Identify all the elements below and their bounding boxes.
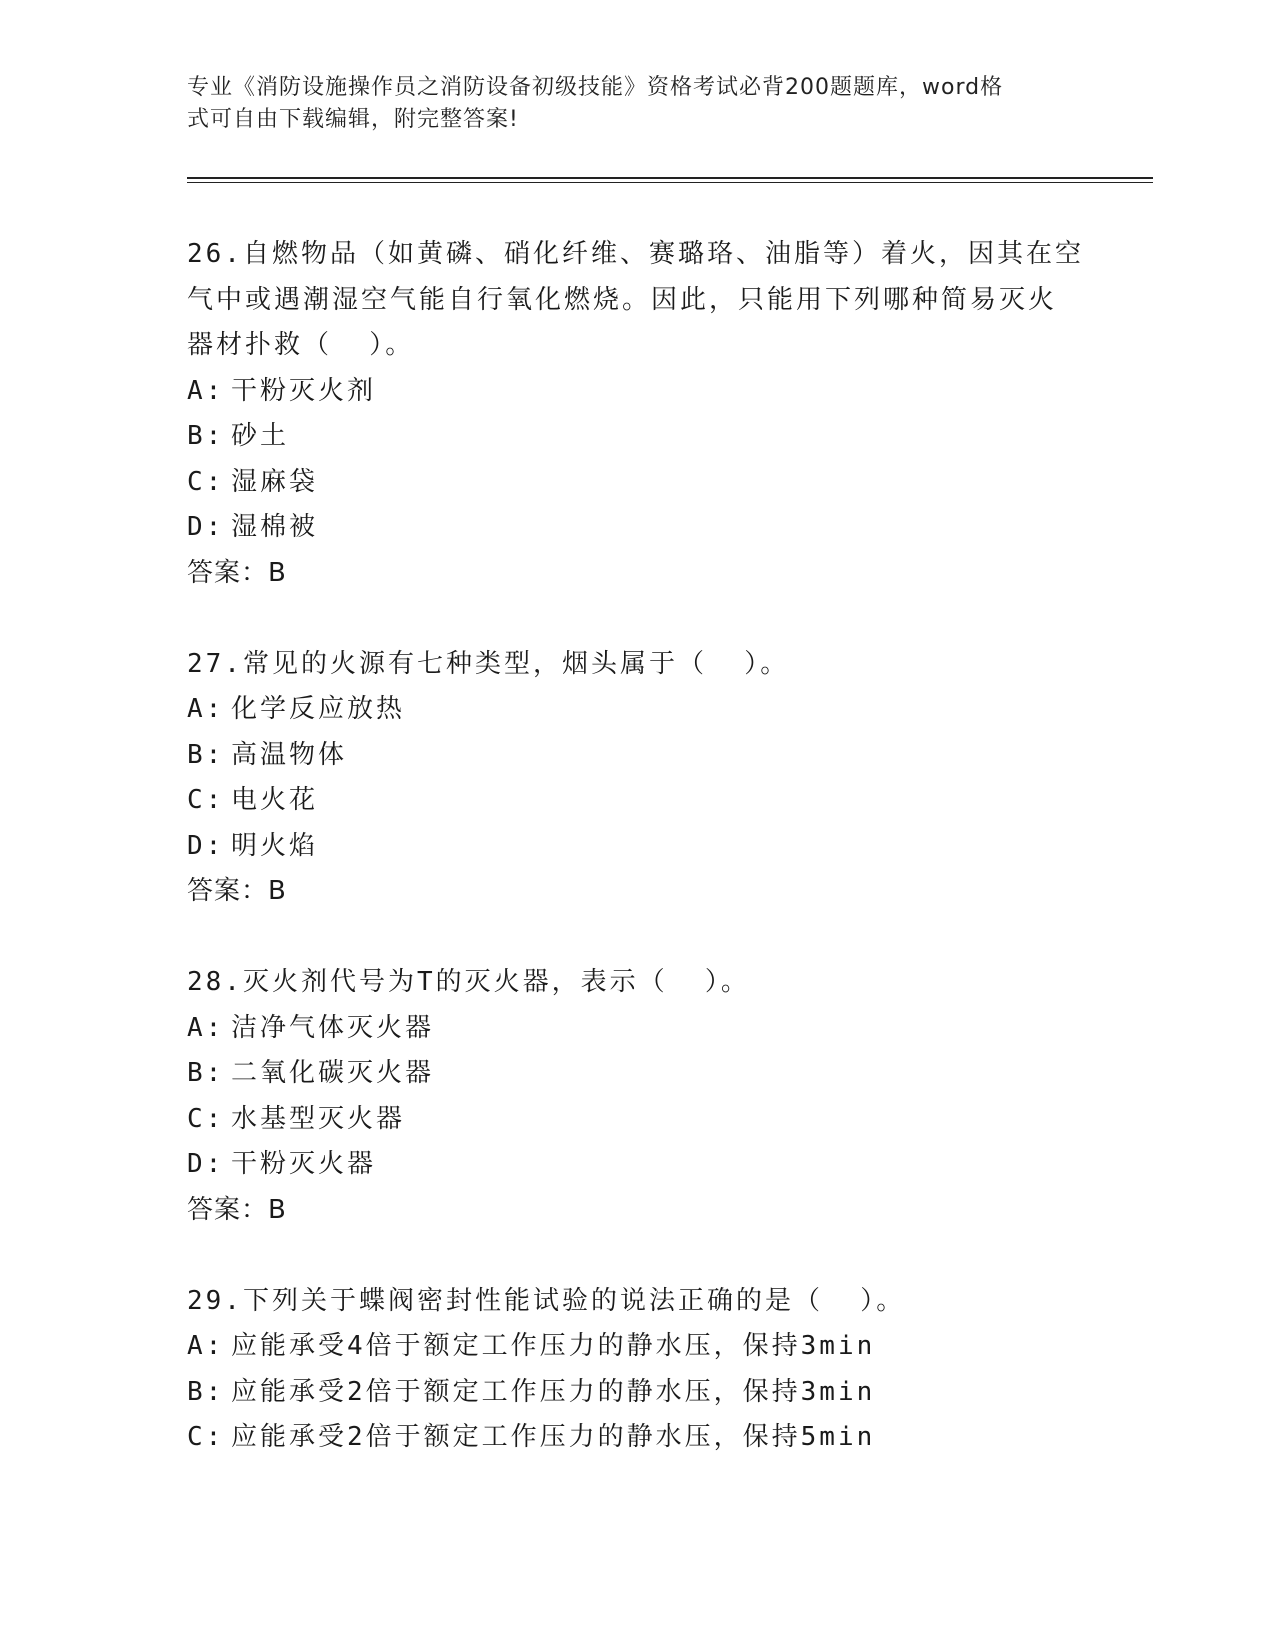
- option-text: 湿棉被: [231, 512, 319, 542]
- option-text: 水基型灭火器: [231, 1103, 406, 1134]
- option-d: [187, 824, 1087, 870]
- question-stem-line: 29.下列关于蝶阀密封性能试验的说法正确的是（ ）。: [187, 1285, 906, 1316]
- question-spacer: [187, 915, 1087, 961]
- answer-line: 答案：B: [187, 557, 287, 588]
- option-key: B:: [187, 421, 225, 451]
- option-text: 应能承受2倍于额定工作压力的静水压，保持3min: [231, 1376, 876, 1407]
- option-b: [187, 414, 1087, 460]
- header-line-1: 专业《消防设施操作员之消防设备初级技能》资格考试必背200题题库，word格: [187, 75, 1004, 100]
- option-key: A:: [187, 1331, 225, 1361]
- question-29: [187, 1279, 1087, 1461]
- option-text: 干粉灭火器: [231, 1149, 377, 1179]
- question-stem-line: 器材扑救（ ）。: [187, 330, 415, 360]
- option-key: D:: [187, 512, 225, 542]
- option-c: [187, 778, 1087, 824]
- header-line-2: 式可自由下载编辑，附完整答案!: [187, 107, 519, 132]
- question-stem-line: 28.灭火剂代号为T的灭火器，表示（ ）。: [187, 967, 750, 997]
- option-text: 干粉灭火剂: [231, 375, 377, 406]
- option-d: [187, 505, 1087, 551]
- option-c: [187, 1415, 1087, 1461]
- document-header: [187, 72, 1067, 136]
- option-key: C:: [187, 785, 225, 815]
- question-27: [187, 642, 1087, 915]
- option-key: C:: [187, 1422, 225, 1452]
- option-text: 明火焰: [231, 830, 319, 861]
- question-26: [187, 232, 1087, 596]
- header-divider-thin: [187, 182, 1153, 183]
- answer-line: 答案：B: [187, 876, 287, 906]
- option-key: D:: [187, 1149, 225, 1179]
- option-a: [187, 1006, 1087, 1052]
- question-spacer: [187, 1233, 1087, 1279]
- option-b: [187, 1370, 1087, 1416]
- answer-line: 答案：B: [187, 1194, 287, 1225]
- option-key: A:: [187, 375, 225, 406]
- option-key: B:: [187, 739, 225, 770]
- question-stem-line: 26.自燃物品（如黄磷、硝化纤维、赛璐珞、油脂等）着火，因其在空: [187, 239, 1084, 269]
- option-text: 洁净气体灭火器: [231, 1012, 435, 1043]
- option-text: 应能承受4倍于额定工作压力的静水压，保持3min: [231, 1331, 876, 1361]
- option-text: 应能承受2倍于额定工作压力的静水压，保持5min: [231, 1422, 876, 1452]
- option-key: A:: [187, 1012, 225, 1043]
- option-key: D:: [187, 830, 225, 861]
- option-a: [187, 687, 1087, 733]
- question-spacer: [187, 596, 1087, 642]
- question-list: [187, 232, 1087, 1461]
- option-text: 湿麻袋: [231, 466, 319, 497]
- option-key: A:: [187, 694, 225, 724]
- option-text: 砂土: [231, 421, 290, 451]
- option-key: C:: [187, 466, 225, 497]
- option-d: [187, 1142, 1087, 1188]
- question-stem-line: 27.常见的火源有七种类型，烟头属于（ ）。: [187, 648, 790, 679]
- option-c: [187, 1097, 1087, 1143]
- option-key: B:: [187, 1376, 225, 1407]
- option-c: [187, 460, 1087, 506]
- option-b: [187, 733, 1087, 779]
- option-key: B:: [187, 1058, 225, 1088]
- question-stem-line: 气中或遇潮湿空气能自行氧化燃烧。因此，只能用下列哪种简易灭火: [187, 284, 1058, 315]
- option-text: 化学反应放热: [231, 694, 406, 724]
- option-key: C:: [187, 1103, 225, 1134]
- option-text: 二氧化碳灭火器: [231, 1058, 435, 1088]
- question-28: [187, 960, 1087, 1233]
- option-text: 高温物体: [231, 739, 348, 770]
- option-text: 电火花: [231, 785, 319, 815]
- header-divider-thick: [187, 177, 1153, 179]
- option-a: [187, 1324, 1087, 1370]
- option-a: [187, 369, 1087, 415]
- option-b: [187, 1051, 1087, 1097]
